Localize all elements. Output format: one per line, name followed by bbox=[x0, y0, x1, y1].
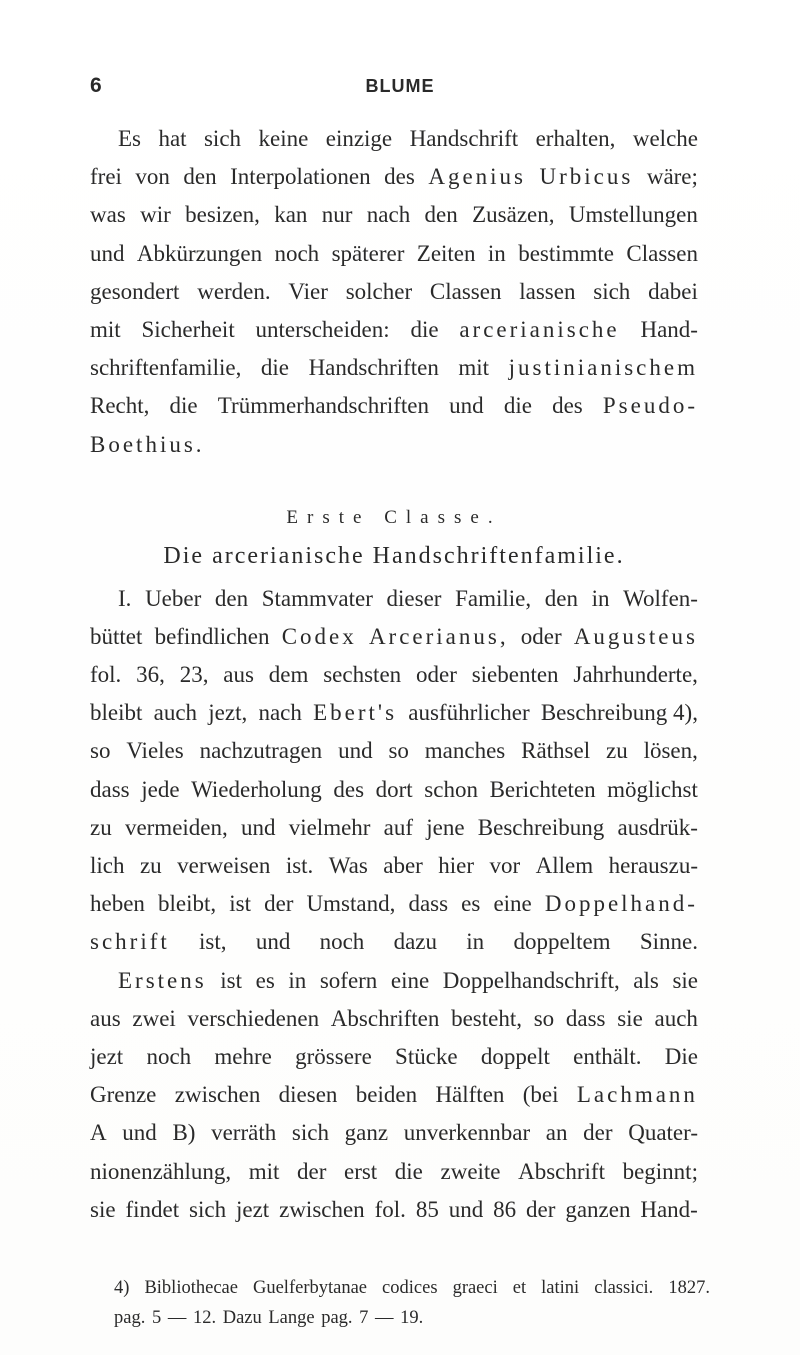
spaced-name: Boethius. bbox=[90, 431, 205, 457]
text-line: aus zwei verschiedenen Abschriften besteht, so dass sie auch bbox=[90, 1005, 698, 1031]
text-line: Erstens ist es in sofern eine Doppelhandschrift, als sie bbox=[90, 962, 698, 1000]
text-line: was wir besizen, kan nur nach den Zusäzen, Umstellungen bbox=[90, 202, 698, 228]
spaced-name: Ebert's bbox=[313, 700, 398, 726]
section-subtitle: Die arcerianische Handschriftenfamilie. bbox=[163, 542, 625, 569]
footnote-line: pag. 5 — 12. Dazu Lange pag. 7 — 19. bbox=[114, 1308, 424, 1328]
text-line: zu vermeiden, und vielmehr auf jene Beschreibung ausdrük- bbox=[90, 814, 698, 840]
text-line: schriftenfamilie, die Handschriften mit justinianischem bbox=[90, 349, 698, 387]
paragraph-3 bbox=[90, 962, 698, 1229]
page-header bbox=[90, 74, 710, 104]
spaced-name: Arcerianus, bbox=[368, 623, 509, 649]
spaced-name: justinianischem bbox=[508, 355, 698, 381]
spaced-name: Urbicus bbox=[539, 164, 634, 190]
text-line: heben bleibt, ist der Umstand, dass es eine Doppelhand- bbox=[90, 885, 698, 923]
body-text bbox=[90, 120, 698, 1229]
spaced-name: schrift bbox=[90, 929, 170, 955]
text-line: nionenzählung, mit der erst die zweite Abschrift beginnt; bbox=[90, 1158, 698, 1184]
footnote-ref: Beschreibung 4), bbox=[540, 700, 698, 726]
text-line: jezt noch mehre grössere Stücke doppelt enthält. Die bbox=[90, 1043, 698, 1069]
text-line: dass jede Wiederholung des dort schon Berichteten möglichst bbox=[90, 776, 698, 802]
text-line: lich zu verweisen ist. Was aber hier vor Allem herauszu- bbox=[90, 853, 698, 878]
spaced-name: Lachmann bbox=[576, 1082, 698, 1108]
text-line: gesondert werden. Vier solcher Classen lassen sich dabei bbox=[90, 278, 698, 304]
section-title: Erste Classe. bbox=[286, 506, 502, 528]
footnote bbox=[114, 1273, 710, 1333]
paragraph-1 bbox=[90, 120, 698, 464]
text-line: und Abkürzungen noch späterer Zeiten in bestimmte Classen bbox=[90, 240, 698, 266]
running-head: BLUME bbox=[365, 76, 435, 96]
text-line: Es hat sich keine einzige Handschrift erhalten, welche bbox=[118, 126, 698, 151]
spaced-name: Augusteus bbox=[573, 623, 698, 649]
text-line bbox=[90, 426, 698, 464]
text-line: büttet befindlichen Codex Arcerianus, oder Augusteus bbox=[90, 618, 698, 656]
text-line: A und B) verräth sich ganz unverkennbar an der Quater- bbox=[90, 1120, 698, 1146]
text-line: so Vieles nachzutragen und so manches Räthsel zu lösen, bbox=[90, 738, 698, 764]
text-line: mit Sicherheit unterscheiden: die arcerianische Hand- bbox=[90, 311, 698, 349]
text-line: fol. 36, 23, aus dem sechsten oder siebenten Jahrhunderte, bbox=[90, 662, 698, 688]
text-line: Grenze zwischen diesen beiden Hälften (bei Lachmann bbox=[90, 1076, 698, 1114]
text-line: schrift ist, und noch dazu in doppeltem Sinne. bbox=[90, 923, 698, 961]
text-line: Recht, die Trümmerhandschriften und die des Pseudo- bbox=[90, 387, 698, 425]
spaced-name: Agenius bbox=[428, 164, 526, 190]
text-line: bleibt auch jezt, nach Ebert's ausführlicher Beschreibung 4), bbox=[90, 694, 698, 732]
text-line: I. Ueber den Stammvater dieser Familie, den in Wolfen- bbox=[118, 585, 698, 611]
spaced-name: arcerianische bbox=[459, 316, 620, 342]
spaced-name: Codex bbox=[281, 623, 357, 649]
footnote-line: 4) Bibliothecae Guelferbytanae codices graeci et latini classici. 1827. bbox=[114, 1278, 710, 1298]
spaced-name: Erstens bbox=[118, 967, 207, 993]
spaced-name: Doppelhand- bbox=[544, 891, 698, 917]
page-number: 6 bbox=[90, 74, 102, 97]
text-line: frei von den Interpolationen des Agenius Urbicus wäre; bbox=[90, 158, 698, 196]
spaced-name: Pseudo- bbox=[602, 393, 698, 419]
paragraph-2 bbox=[90, 580, 698, 962]
text-line: sie findet sich jezt zwischen fol. 85 und 86 der ganzen Hand- bbox=[90, 1196, 698, 1222]
